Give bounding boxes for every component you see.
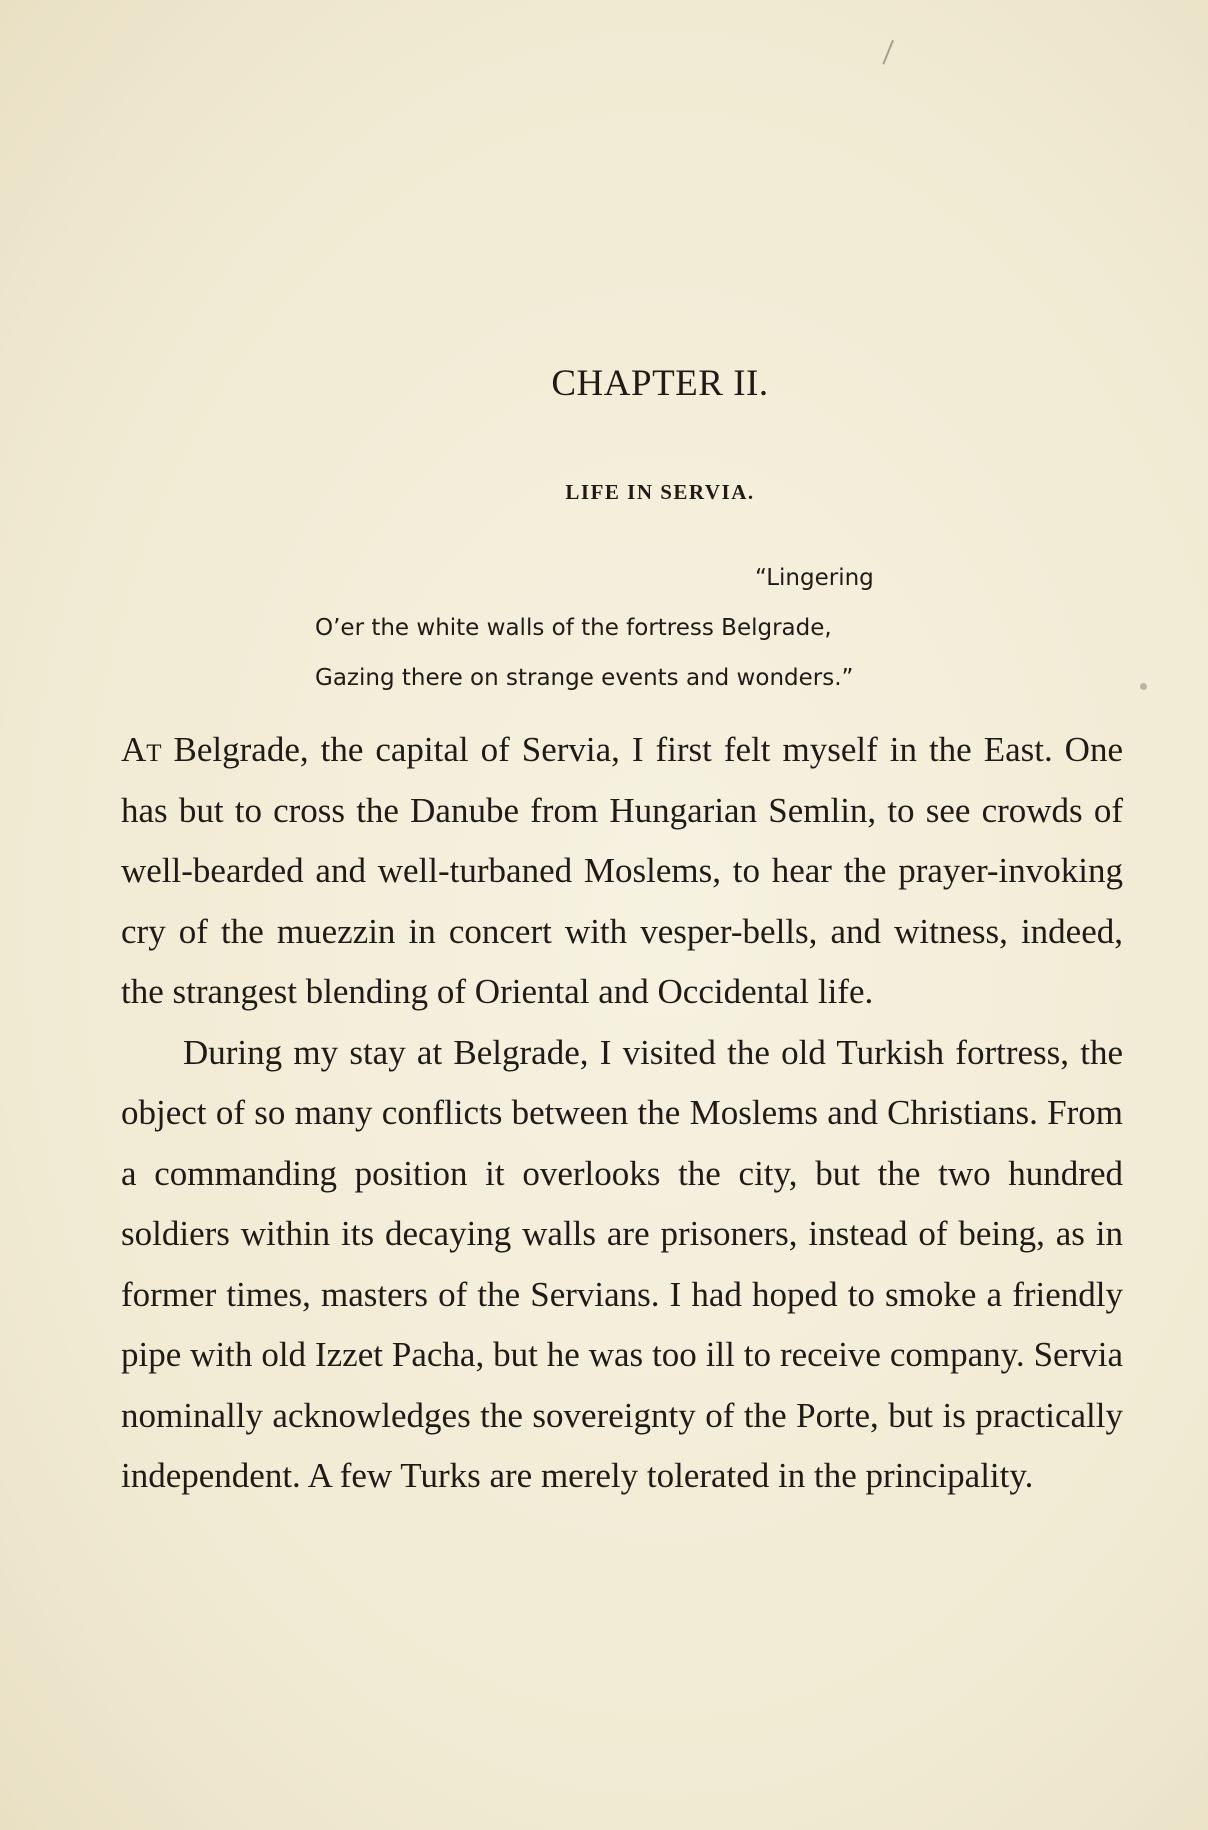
page-blemish [1140, 683, 1147, 690]
body-text [121, 720, 1123, 1507]
paragraph [121, 720, 1123, 1023]
epigraph-line: “Lingering [755, 565, 874, 591]
chapter-title: CHAPTER II. [551, 363, 769, 404]
pencil-mark [882, 40, 897, 66]
chapter-subtitle: LIFE IN SERVIA. [565, 480, 755, 504]
paragraph-text: Belgrade, the capital of Servia, I first felt myself in the East. One has but to cross the Danube from Hungarian Semlin, to see crowds of well-bearded and well-turbaned Moslems, to hear the prayer-invoking cry of the muezzin in concert with vesper-bells, and witness, indeed, the strangest blending of Oriental and Occidental life. [121, 730, 1123, 1011]
paragraph-initial-word: At [121, 730, 162, 769]
epigraph-line: O’er the white walls of the fortress Belgrade, [315, 615, 832, 641]
epigraph-line: Gazing there on strange events and wonders.” [315, 665, 854, 691]
paragraph: During my stay at Belgrade, I visited the old Turkish fortress, the object of so many conflicts between the Moslems and Christians. From a commanding position it overlooks the city, but the two hundred soldiers within its decaying walls are prisoners, instead of being, as in former times, masters of the Servians. I had hoped to smoke a friendly pipe with old Izzet Pacha, but he was too ill to receive company. Servia nominally acknowledges the sovereignty of the Porte, but is practically independent. A few Turks are merely tolerated in the principality. [121, 1032, 1123, 1495]
